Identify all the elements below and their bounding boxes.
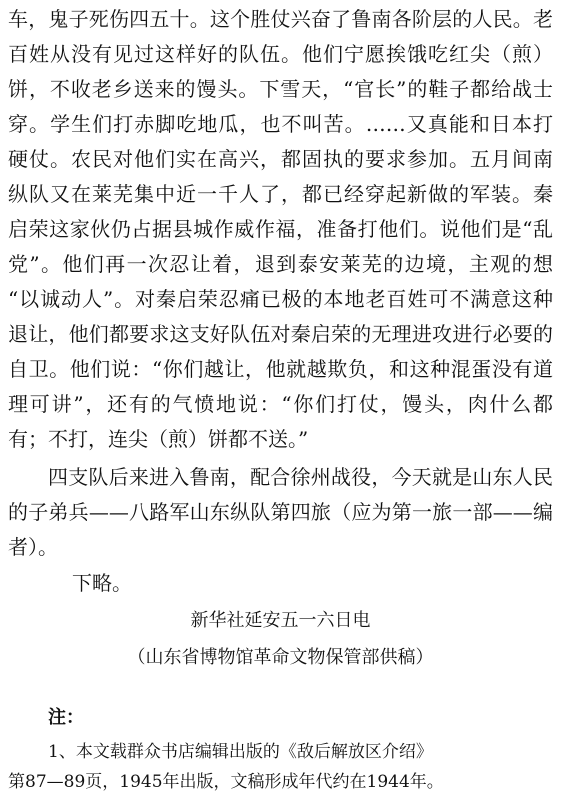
body-line: 百姓从没有见过这样好的队伍。他们宁愿挨饿吃红尖（煎） (8, 42, 553, 66)
notes-heading: 注： (48, 707, 84, 728)
source-credit: （山东省博物馆革命文物保管部供稿） (127, 647, 434, 668)
body-line: 四支队后来进入鲁南，配合徐州战役，今天就是山东人民 (48, 465, 553, 489)
dateline: 新华社延安五一六日电 (190, 610, 371, 631)
body-line: 者）。 (8, 535, 58, 559)
body-line: 纵队又在莱芜集中近一千人了，都已经穿起新做的军装。秦 (8, 182, 553, 206)
note-line: 第87—89页，1945年出版，文稿形成年代约在1944年。 (8, 772, 444, 792)
body-line: 有；不打，连尖（煎）饼都不送。” (8, 427, 309, 451)
body-line: 自卫。他们说：“你们越让，他就越欺负，和这种混蛋没有道 (8, 357, 553, 381)
body-line: 穿。学生们打赤脚吃地瓜，也不叫苦。……又真能和日本打 (8, 112, 553, 136)
note-line: 1、本文载群众书店编辑出版的《敌后解放区介绍》 (48, 742, 433, 762)
body-line: 的子弟兵——八路军山东纵队第四旅（应为第一旅一部——编 (8, 500, 553, 524)
body-line: “以诚动人”。对秦启荣忍痛已极的本地老百姓可不满意这种 (8, 287, 553, 311)
body-line: 启荣这家伙仍占据县城作威作福，准备打他们。说他们是“乱 (8, 217, 553, 241)
body-line: 硬仗。农民对他们实在高兴，都固执的要求参加。五月间南 (8, 147, 553, 171)
body-line: 理可讲”，还有的气愤地说：“你们打仗，馒头，肉什么都 (8, 392, 553, 416)
body-line: 退让，他们都要求这支好队伍对秦启荣的无理进攻进行必要的 (8, 322, 553, 346)
omitted-note: 下略。 (72, 571, 132, 595)
body-line: 车，鬼子死伤四五十。这个胜仗兴奋了鲁南各阶层的人民。老 (8, 7, 553, 31)
body-line: 饼，不收老乡送来的馒头。下雪天，“官长”的鞋子都给战士 (8, 77, 553, 101)
body-line: 党”。他们再一次忍让着，退到泰安莱芜的边境，主观的想 (8, 252, 553, 276)
